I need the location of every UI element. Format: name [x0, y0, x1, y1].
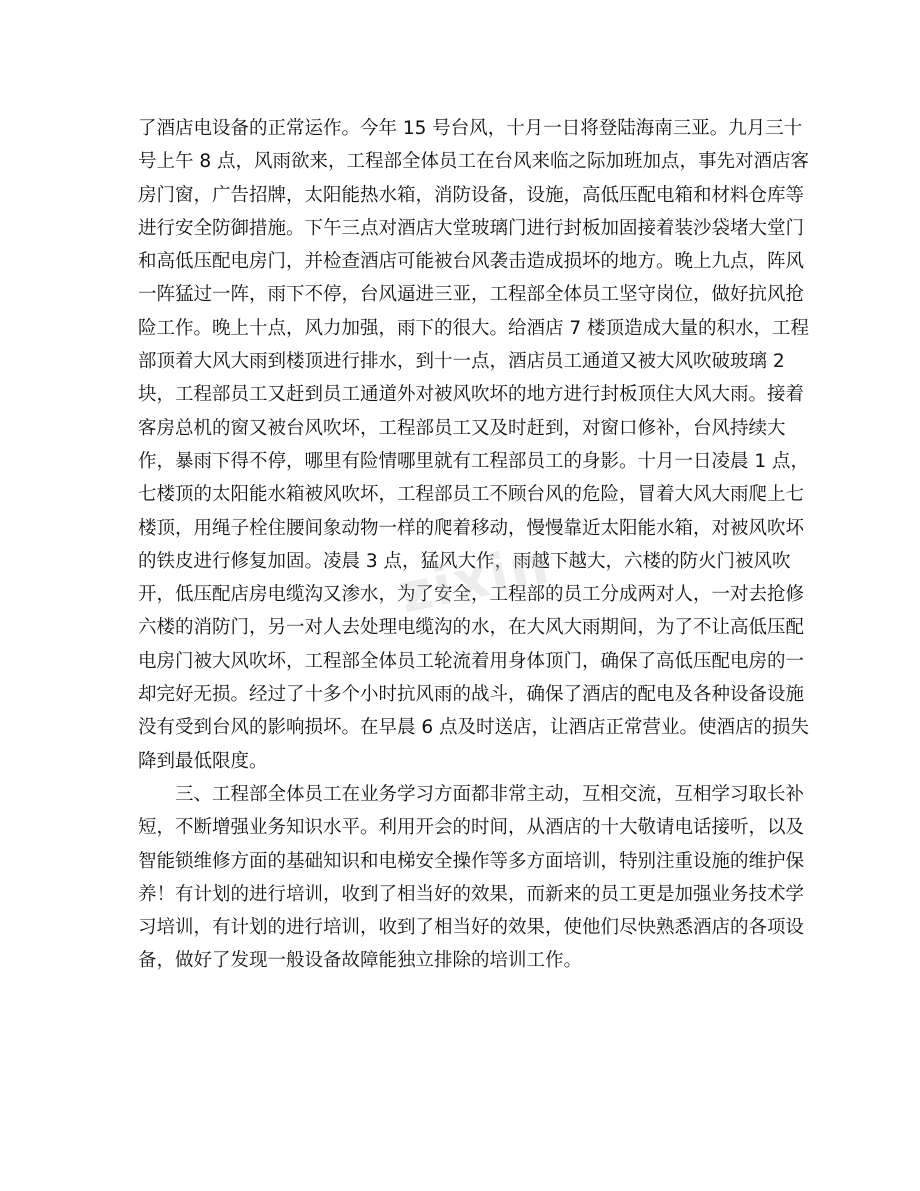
text-line: 养！有计划的进行培训，收到了相当好的效果，而新来的员工更是加强业务技术学 — [138, 883, 805, 905]
text-line: 备，做好了发现一般设备故障能独立排除的培训工作。 — [138, 950, 583, 972]
text-line: 部顶着大风大雨到楼顶进行排水，到十一点，酒店员工通道又被大风吹破玻璃 2 — [138, 351, 785, 373]
text-line: 智能锁维修方面的基础知识和电梯安全操作等多方面培训，特别注重设施的维护保 — [138, 850, 805, 872]
text-line: 开，低压配店房电缆沟又渗水，为了安全，工程部的员工分成两对人，一对去抢修 — [138, 584, 805, 606]
text-line: 和高低压配电房门，并检查酒店可能被台风袭击造成损坏的地方。晚上九点，阵风 — [138, 251, 805, 273]
text-line: 号上午 8 点，风雨欲来，工程部全体员工在台风来临之际加班加点，事先对酒店客 — [138, 151, 810, 173]
text-line: 险工作。晚上十点，风力加强，雨下的很大。给酒店 7 楼顶造成大量的积水，工程 — [138, 317, 810, 339]
text-line: 的铁皮进行修复加固。凌晨 3 点，猛风大作，雨越下越大，六楼的防火门被风吹 — [138, 550, 791, 572]
text-line: 楼顶，用绳子栓住腰间象动物一样的爬着移动，慢慢靠近太阳能水箱，对被风吹坏 — [138, 517, 805, 539]
text-line: 了酒店电设备的正常运作。今年 15 号台风，十月一日将登陆海南三亚。九月三十 — [138, 118, 803, 139]
text-line: 作，暴雨下得不停，哪里有险情哪里就有工程部员工的身影。十月一日凌晨 1 点， — [138, 450, 810, 472]
text-line: 降到最低限度。 — [138, 750, 268, 772]
text-line: 三、工程部全体员工在业务学习方面都非常主动，互相交流，互相学习取长补 — [138, 783, 805, 805]
text-line: 六楼的消防门，另一对人去处理电缆沟的水，在大风大雨期间，为了不让高低压配 — [138, 617, 805, 639]
text-line: 短，不断增强业务知识水平。利用开会的时间，从酒店的十大敬请电话接听，以及 — [138, 817, 805, 839]
text-line: 却完好无损。经过了十多个小时抗风雨的战斗，确保了酒店的配电及各种设备设施 — [138, 684, 805, 706]
text-line: 没有受到台风的影响损坏。在早晨 6 点及时送店，让酒店正常营业。使酒店的损失 — [138, 717, 810, 739]
text-line: 块，工程部员工又赶到员工通道外对被风吹坏的地方进行封板顶住大风大雨。接着 — [138, 384, 805, 406]
body-text — [138, 112, 810, 978]
text-line: 一阵猛过一阵，雨下不停，台风逼进三亚，工程部全体员工坚守岗位，做好抗风抢 — [138, 284, 805, 306]
text-line: 习培训，有计划的进行培训，收到了相当好的效果，使他们尽快熟悉酒店的各项设 — [138, 917, 805, 939]
watermark: zixin — [394, 532, 556, 626]
text-line: 客房总机的窗又被台风吹坏，工程部员工又及时赶到，对窗口修补，台风持续大 — [138, 417, 786, 439]
text-line: 七楼顶的太阳能水箱被风吹坏，工程部员工不顾台风的危险，冒着大风大雨爬上七 — [138, 484, 805, 506]
text-line: 进行安全防御措施。下午三点对酒店大堂玻璃门进行封板加固接着装沙袋堵大堂门 — [138, 217, 805, 239]
text-line: 电房门被大风吹坏，工程部全体员工轮流着用身体顶门，确保了高低压配电房的一 — [138, 650, 805, 672]
text-line: 房门窗，广告招牌，太阳能热水箱，消防设备，设施，高低压配电箱和材料仓库等 — [138, 184, 805, 206]
